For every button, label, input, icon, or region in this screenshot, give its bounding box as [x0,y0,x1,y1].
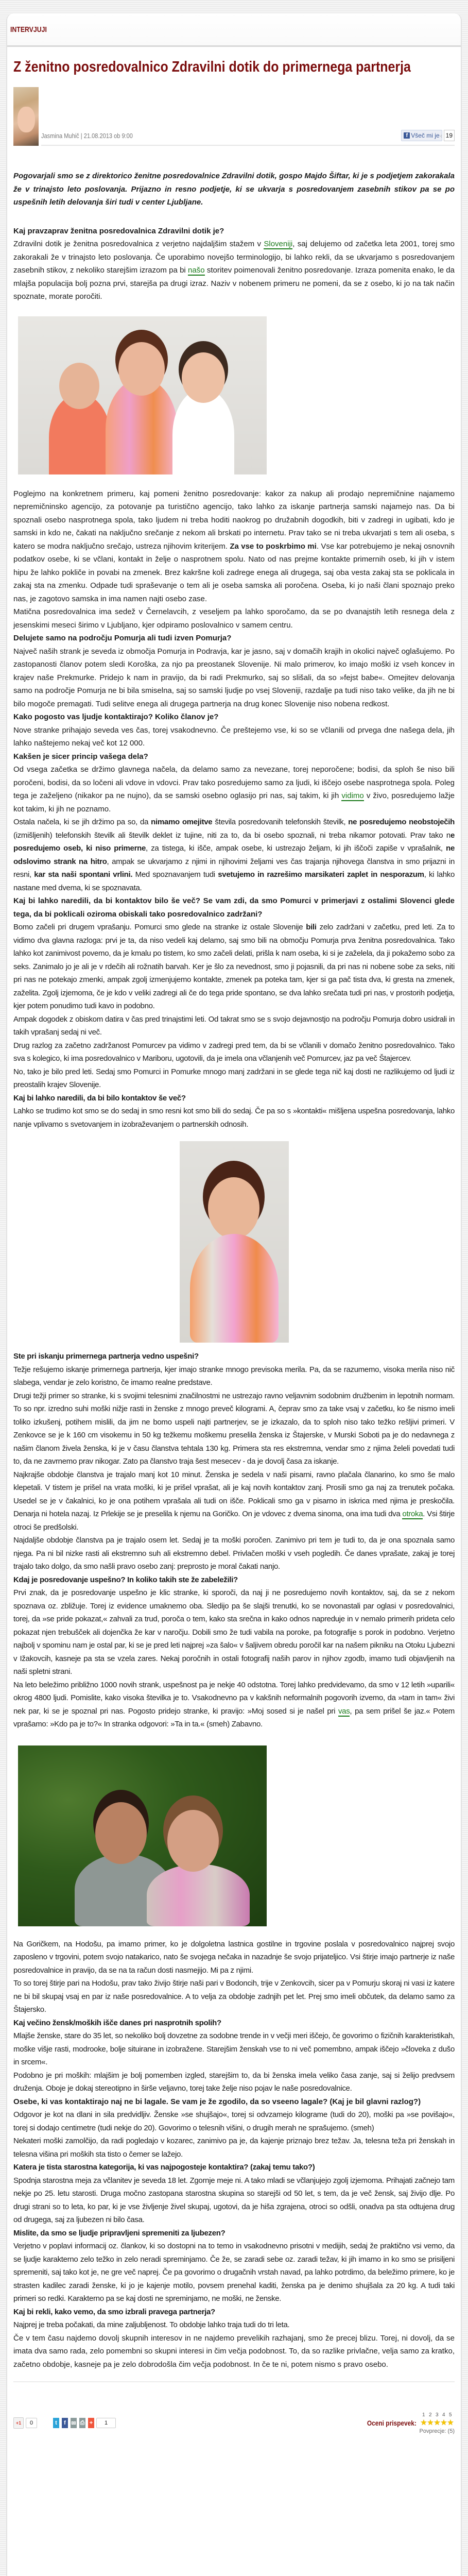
article-lead: Pogovarjali smo se z direktorico ženitne posredovalnice Zdravilni dotik, gospo Majdo Šiftar, ki je s podjetjem zakorakala že v trinajsto leto poslovanja. Prijazno in resno podjetje, ki se ukvarja s posredovanjem zasebnih stikov pa se po uspešnih letih delovanja širi tudi v center Ljubljane. [13,172,455,207]
publish-date: 21.08.2013 ob 9:00 [83,131,133,140]
bold-text: ne odslovimo strank na hitro [13,844,455,866]
text: , za tistega, ki išče, ampak osebe, ki ustrezajo željam, ki jih iščoči zapiše v vprašalnik, [146,844,446,853]
paragraph: Ampak dogodek z obiskom datira v čas pred trinajstimi leti. Od takrat smo se s svojo dejavnostjo na področju Pomurja dobro usidrali in takih vprašanj sedaj ni več. [13,1014,455,1037]
paragraph: Odgovor je kot na dlani in sila predvidljiv. Ženske »se shujšajo«, torej si odvzamejo kilograme (tudi do 20), moški pa »se povišajo«, torej si dodajo centimetre (tudi nekje do 20). Govorimo o telesnih višini, o drugih merah ne sprašujemo. (smeh) [13,2110,455,2132]
text: zelo zadržani v začetku, pred leti. Za to vidimo dva glavna razloga: prvi je ta, da niso vedeli kaj delamo, saj smo bili na območju Pomurja prva ženitna posredovalnica. Tako lahko kot zanimivost povemo, da je kmalu po tistem, ko smo začeli delati, prišla k nam oseba, ki si je zaželela, da ji pokažemo sobo za seks. Zanimalo jo je ali je v rdečih ali rožnatih barvah. Ker je šlo za nevednost, smo ji pojasnili, da pri nas ni nobene sobe za seks, niti pri nas ne potekajo zmenki, ampak zgolj izmenjujemo kontakte, zmenek pa poteka tam, kjer si ga pač tista dva, ki gresta na zmenek, zaželita. Zgolj izjemoma, če je kdo v veliki zadregi ali če do tega pride spontano, se dva lahko srečata tudi pri nas, v prostorih podjetja, kjer potem ponudimo tudi kavo in podobno. [13,923,455,1010]
text: Najkrajše obdobje članstva je trajalo manj kot 10 minut. Ženska je sedela v naši pisarni, ravno plačala članarino, ko smo še malo klepetali. V tistem je prišel na vrata moški, ki je prišel vprašat, ali je kaj novih kontaktov zanj. Prosili smo ga naj za trenutek počaka. Usedel se je v čakalnici, ko je ona potihem vprašala ali tudi on išče. Poklicali smo ga v pisarno in iskrica med njima je preskočila. Denarja ni hotela nazaj. Iz Prlekije se je preselila k njemu na Goričko. On je vdovec z dvema sinoma, ona ima tudi dva [13,1470,455,1518]
article-image-couple [18,1745,267,1926]
rating-average: Povprecje: (5) [419,2428,455,2434]
facebook-like-label: Všeč mi je [411,132,440,139]
email-share-icon[interactable]: ✉ [71,2418,77,2428]
star-icon[interactable]: ★ [440,2418,447,2427]
byline-row [41,126,455,146]
paragraph [13,921,455,1013]
bold-text: kar sta naši spontani vrlini. [34,870,133,879]
paragraph: Nekateri moški zamolčijo, da radi pogledajo v kozarec, zanimivo pa je, da kajenje priznajo brez težav. Ja, telesna teža pri ženskah in telesna višina pri moških sta tisto o čemer se lažejo. [13,2137,455,2159]
rating-number: 3 [435,2412,439,2418]
paragraph [13,487,455,606]
google-plus-count: 0 [26,2418,37,2428]
paragraph: Največ naših strank je seveda iz območja Pomurja in Podravja, kar je jasno, saj v domačih krajih in okolici največ oglašujemo. Po zastopanosti članov potem sledi Koroška, za njo pa preostanek Slovenije. Ni malo primerov, ko imajo moški iz vseh koncev in krajev naše Prekmurke. Pridejo k nam in pravijo, da bi radi Prekmurko, saj so slišali, da so »fejst babe«. Omejitev delovanja samo na področje Pomurja ne bi bila smiselna, saj so samski ljudje po vsej Sloveniji, razdalje pa tudi niso tako velike, da jih ne bi bilo mogoče premagati. Tudi selitve enega ali drugega partnerja na drug konec Slovenije niso nobena redkost. [13,647,455,708]
page-container [6,13,462,2576]
share-bar [13,2417,116,2429]
paragraph: Najdaljše obdobje članstva pa je trajalo osem let. Sedaj je ta moški poročen. Zanimivo pri tem je tudi to, da je ona spoznala samo njega. Pa ni bil nizke rasti ali ekstremno suh ali ekstremno debel. Privlačen moški v vseh pogledih. Če danes vprašate, zakaj je torej trajalo tako dolgo, da smo našli pravo osebo zanj: preprosto je moral čakati nanjo. [13,1536,455,1571]
facebook-share-icon[interactable]: f [62,2418,68,2428]
question-heading: Delujete samo na področju Pomurja ali tudi izven Pomurja? [13,634,232,642]
paragraph: Če v tem času najdemo dovolj skupnih interesov in ne najdemo prevelikih razhajanj, smo že precej blizu. Torej, ni dovolj, da se imata dva samo rada, zelo pomembni so skupni interesi in čim večja podobnost. To, da so razlike privlačne, velja samo za kratko, začetno obdobje, kasneje pa je zelo dobrodošla čim večja podobnost. In če te ni, potem nismo s pravo osebo. [13,2333,455,2369]
text: Med spoznavanjem tudi [132,870,218,879]
question-heading: Ste pri iskanju primernega partnerja vedno uspešni? [13,1352,199,1361]
text: storitev poimenovali ženitno posredovanje. Izraza pomenita enako, le da mlajša populacija bolj pozna prvi, starejša pa drugi izraz. Naziv v nobenem primeru ne pomeni, da se z osebo, ki jo na tak način spoznate, morate poročiti. [13,266,455,301]
section-label[interactable]: INTERVJUJI [10,25,47,34]
google-plus-button[interactable]: +1 [13,2417,24,2429]
paragraph [13,1468,455,1534]
paragraph: Težje rešujemo iskanje primernega partnerja, kjer imajo stranke mnogo previsoka merila. Pa, da se razumemo, visoka merila niso nič slabega, vendar je zelo koristno, če imamo realne predstave. [13,1365,455,1387]
text: (izmišljenih) telefonskih številk ali številk deklet iz tujine, niti za to, da bi osebo spoznali, ni treba nikamor potovati. Prav tako n [13,831,450,840]
rating-stars-column [420,2412,455,2434]
article-footer [13,2410,455,2436]
rating-label: Oceni prispevek: [367,2419,417,2427]
author-name: Jasmina Muhič [41,131,79,140]
question-heading: Kakšen je sicer princip vašega dela? [13,752,148,761]
text: Bomo začeli pri drugem vprašanju. Pomurci smo glede na stranke iz ostale Slovenije [13,923,306,931]
text: Poglejmo na konkretnem primeru, kaj pomeni ženitno posredovanje: kakor za nakup ali prodajo nepremičnine najamemo nepremičninsko agencijo, za potovanje pa turistično agencijo, tako lahko za iskanje partnerja samski najamejo nas. Da bi spoznali osebo nasprotnega spola, tako ljudem ni treba hoditi naokrog po družabnih dogodkih, biti v zadregi in ugibati, kdo je samski in kdo ne, čakati na naključno srečanje z nekom ali brskati po internetu. Prav tako se ni treba ukvarjati s tem ali oseba, s katero se modra naključno srečajo, ustreza njihovim kriterijem. [13,489,455,551]
twitter-share-icon[interactable]: t [53,2418,59,2428]
paragraph: To so torej štirje pari na Hodošu, prav tako živijo štirje naši pari v Bodoncih, trije v Zenkovcih, sicer pa v Pomurju skoraj ni vasi iz katere ne bi bil skupaj vsaj en par iz naše posredovalnice. A to velja za obdobje zadnjih pet let. Prej smo imeli občutek, da delamo samo za Štajersko. [13,1979,455,2014]
paragraph [13,763,455,816]
star-icon[interactable]: ★ [427,2418,434,2427]
text: , ampak se ukvarjamo z njimi in njihovimi željami ves čas trajanja njihovega članstva in smo prijazni in resni, [13,857,455,879]
paragraph: Lahko se trudimo kot smo se do sedaj in smo resni kot smo bili do sedaj. Če pa so s »kontakti« mišljena uspešna posredovanja, lahko nanje vplivamo s svetovanjem in izobraževanjem o partnerskih odnosih. [13,1107,455,1129]
bold-text: bili [306,923,317,931]
bold-text: e posredujemo oseb, ki niso primerne [13,831,455,853]
bold-text: ne posredujemo neobstoječih [348,818,455,826]
paragraph: Najprej je treba počakati, da mine zaljubljenost. To obdobje lahko traja tudi do tri leta. [13,2320,290,2329]
question-heading: Kako pogosto vas ljudje kontaktirajo? Koliko članov je? [13,713,219,721]
rating-number: 1 [422,2412,425,2418]
text: Na leto beležimo približno 1000 novih strank, uspešnost pa je nekje 40 odstotna. Torej lahko predvidevamo, da smo v 12 letih »uparili« okrog 4800 ljudi. Pomislite, kako visoka številka je to. Vsakodnevno pa v kakšnih neformalnih pogovorih izvemo, da »tam in tam« živi nek par, ki se je spoznal pri nas. Pogosto pridejo stranke, ki pravijo: »Moj sosed si je našel pri [13,1680,455,1716]
keyword-link[interactable]: vidimo [341,791,364,800]
question-heading: Kdaj je posredovanje uspešno? In koliko takih ste že zabeležili? [13,1575,238,1584]
question-heading: Kaj bi rekli, kako vemo, da smo izbrali pravega partnerja? [13,2307,215,2316]
star-icon[interactable]: ★ [420,2418,427,2427]
text: Zdravilni dotik je ženitna posredovalnica z verjetno najdaljšim stažem v [13,240,264,248]
share-buttons [50,2418,94,2428]
rating-number: 4 [442,2412,445,2418]
text: , ki lahko nastane med dvema, ki se spoznavata. [13,870,455,892]
keyword-link[interactable]: Sloveniji [264,240,293,248]
question-heading: Kaj pravzaprav ženitna posredovalnica Zdravilni dotik je? [13,226,224,235]
bold-text: Za vse to poskrbimo mi [230,541,317,551]
byline [41,132,133,140]
question-heading: Osebe, ki vas kontaktirajo naj ne bi lagale. Se vam je že zgodilo, da so vseeno lagale? (Kaj je bil glavni razlog?) [13,2097,421,2106]
bold-text: nimamo omejitve [151,818,213,826]
facebook-icon: f [404,132,410,139]
question-heading: Kaj večino žensk/moških išče danes pri nasprotnih spolih? [13,2018,221,2027]
article-image-portrait [180,1141,289,1343]
star-icon[interactable]: ★ [434,2418,441,2427]
keyword-link[interactable]: vas [338,1706,350,1716]
text: Ostala načela, ki se jih držimo pa so, da [13,818,151,826]
keyword-link[interactable]: otroka [402,1510,423,1518]
bold-text: svetujemo in razrešimo marsikateri zaplet in nesporazum [218,870,424,879]
paragraph: No, tako je bilo pred leti. Sedaj smo Pomurci in Pomurke mnogo manj zadržani in se glede tega nič kaj dosti ne razlikujemo od ljudi iz preostalih krajev Slovenije. [13,1067,455,1089]
article-meta [13,86,455,146]
question-heading: Kaj bi lahko naredili, da bi kontaktov bilo še več? Se vam zdi, da smo Pomurci v primerjavi z ostalimi Slovenci glede tega, da bi poklicali oziroma obiskali tako posredovalnico zadržani? [13,896,455,919]
question-heading: Katera je tista starostna kategorija, ki vas najpogosteje kontaktira? (zakaj temu tako?) [13,2163,315,2172]
text: . Vsi štirje otroci še predšolski. [13,1510,455,1532]
article [7,52,461,2456]
text: v živo, posredujemo lažje kot takim, ki jih ne poznamo. [13,791,455,814]
text: , pa sem prišel še jaz.« Potem vprašamo: »Kdo pa je to?« In stranka odgovori: »Ta in ta.« (smeh) Zabavno. [13,1706,455,1728]
paragraph: Podobno je pri moških: mlajšim je bolj pomemben izgled, starejšim to, da bi ženska imela veliko časa zanje, saj si želijo predvsem druženja. Oboje je dokaj stereotipno in širše veljavno, torej take želje niso pojav le naše posredovalnice. [13,2071,455,2093]
article-image-group-photo [18,316,267,474]
rating-stars [420,2418,454,2427]
facebook-like-widget [401,130,455,141]
star-icon[interactable]: ★ [447,2418,454,2427]
paragraph: Spodnja starostna meja za včlanitev je seveda 18 let. Zgornje meje ni. A tako mladi se včlanjujejo zgolj izjemoma. Prihajati začnejo tam nekje po 25. letu starosti. Druga močno zastopana starostna skupina so starejši od 50 let, s tem, da je več žensk, saj živijo dlje. Po drugi strani so to leta, ko par, ki je vse življenje živel skupaj, ugotovi, da je hiša zgrajena, otroci so odšli, onadva pa sta odtujena drug od drugega, saj za ljubezen ni bilo časa. [13,2176,455,2224]
question-heading: Mislite, da smo se ljudje pripravljeni spremeniti za ljubezen? [13,2228,226,2238]
divider [13,2381,455,2382]
share-count: 1 [96,2418,116,2428]
paragraph: Drug razlog za začetno zadržanost Pomurcev pa vidimo v zadregi pred tem, da bi se včlanili v domačo ženitno posredovalnico. Tako sva s kolegico, ki ima posredovalnico v Mariboru, ugotovili, da je imela ona včlanjenih več Pomurcev, jaz pa več Štajercev. [13,1041,455,1063]
paragraph: Na Goričkem, na Hodošu, pa imamo primer, ko je dolgoletna lastnica gostilne in trgovine poslala v posredovalnico najprej svojo zaposleno v trgovini, potem svojo natakarico, nato še svojega nečaka in nazadnje še svojo prijateljico. Vsi štirje imajo partnerje iz naše posredovalnice in pravijo, da se na ta račun dosti nasmejijo. Mi pa z njimi. [13,1939,455,1975]
article-title: Z ženitno posredovalnico Zdravilni dotik do primernega partnerja [13,59,411,75]
text: Od vsega začetka se držimo glavnega načela, da delamo samo za nevezane, torej neporočene; bodisi, da sploh še niso bili poročeni, bodisi, da so ločeni ali vdove in vdovci. Prav tako posredujemo samo za ljudi, ki iščejo osebe nasprotnega spola. Poleg tega je zaželjeno (nikakor pa ne nujno), da se samski osebno oglasijo pri nas, saj takim, ki jih [13,765,455,800]
paragraph [13,238,455,303]
rating-widget [358,2412,455,2434]
author-photo [13,87,39,146]
text: . Vse kar potrebujemo je nekaj osnovnih podatkov osebe, ki se včlani, kontakt in želje o nasprotnem spolu. Nato od nas prejme kontakte primernih oseb, ki jih v istem hipu že lahko pokliče in povabi na zmenek. Brez kakršne koli zadrege enega ali drugega, saj oba vesta zakaj sta se poklicala in zakaj sta na zmenku. Odpade tudi spraševanje o tem ali je oseba samska ali poročena. Oseba, ki jo naši člani spoznajo preko nas, je zagotovo samska in ima namen najti osebo zase. [13,541,455,603]
print-share-icon[interactable]: ⎙ [79,2418,85,2428]
rating-numbers [421,2412,453,2418]
paragraph: Matična posredovalnica ima sedež v Černelavcih, z veseljem pa lahko sporočamo, da se po dvanajstih letih resnega dela z jesenskimi meseci širimo v Ljubljano, kjer odpiramo poslovalnico v samem centru. [13,607,455,630]
more-share-icon[interactable]: + [88,2418,94,2428]
paragraph [13,1679,455,1731]
text: , saj delujemo od začetka leta 2001, torej smo zakorakali že v trinajsto leto poslovanja. Če uporabimo novejšo terminologijo, bi lahko rekli, da se ukvarjamo s posredovanjem zasebnih stikov, z nekoliko starejšim izrazom pa bi [13,240,455,275]
facebook-like-button[interactable] [401,130,442,141]
paragraph: Nove stranke prihajajo seveda ves čas, torej vsakodnevno. Če preštejemo vse, ki so se včlanili od prvega dne našega dela, jih lahko naštejemo nekaj več kot 12 000. [13,725,455,748]
text: števila posredovanih telefonskih številk, [212,818,349,826]
keyword-link[interactable]: našo [188,266,205,275]
section-header [7,13,461,47]
paragraph: Prvi znak, da je posredovanje uspešno je klic stranke, ki sporoči, da naj ji ne posredujemo novih kontaktov, saj, da se z nekom spoznava oz. zbližuje. Torej iz evidence umaknemo oba. Sledijo pa še slajši trenutki, ko se novonastali par oglasi v posredovalnici, torej, da »se pride pokazat,« zahvali za trud, poroča o tem, kako sta srečna in kako odnos napreduje in v nemalo primerih prideta celo pokazat njen trebušček ali dojenčka že kar v naročju. Dobili smo že tudi vabila na poroke, pa fotografije s porok in podobno. Verjetno najbolj v spominu nam je ostal par, ki se je pred leti najprej »za šalo« v šaljivem obredu poročil kar na našem pikniku na Otoku Ljubezni v Ižakovcih, kasneje pa sta se vzela zares. Nekaj poročnih in ostali fotografij naših parov in njihov zgodb, imamo tudi objavljenih na naši spletni strani. [13,1588,455,1676]
facebook-like-count: ‹ 19 [444,130,455,141]
paragraph: Mlajše ženske, stare do 35 let, so nekoliko bolj dovzetne za sodobne trende in v večji meri iščejo, če govorimo o fizičnih karakteristikah, moške višje rasti, modrooke, bolje situirane in izobražene. Starejšim ženskah vse to ni več pomembno, ampak iščejo »človeka z dušo in srcem«. [13,2031,455,2066]
question-heading: Kaj bi lahko naredili, da bi bilo kontaktov še več? [13,1093,186,1103]
rating-number: 2 [428,2412,432,2418]
paragraph: Drugi težji primer so stranke, ki s svojimi telesnimi značilnostmi ne ustrezajo ravno veljavnim sodobnim družbenim in lepotnih normam. To so npr. izredno suhi moški nižje rasti in ženske z mnogo preveč kilogrami. A, čeprav smo za take vsaj v začetku, ko še nismo imeli toliko izkušenj, potihem mislili, da jim ne bomo uspeli najti partnerjev, se je izkazalo, da to sploh niso tako težko rešljivi primeri. V Zenkovce se je k 160 cm visokemu in 50 kg težkemu moškemu preselila ženska iz Štajerske, v Murski Soboti pa je do nedavnega z našim članom živela ženska, ki je v času članstva tehtala 130 kg. Primera sta res ekstremna, vendar smo z njima želeli povedati tudi to, da ne zavrnemo prav nikogar. Zato pa članstvo traja šest mesecev - da je dovolj časa za iskanje. [13,1391,455,1466]
paragraph: Verjetno v poplavi informacij oz. člankov, ki so dostopni na to temo in vsakodnevno prisotni v medijih, sedaj že praktično vsi vemo, da se ljudje karakterno zelo težko in zelo neradi spreminjamo. Če že, se zaradi sebe oz. zaradi težav, ki jih imamo in ko smo se prisiljeni spremeniti, saj tako kot je, ne gre več naprej. Če pa govorimo o drugačnih vrstah navad, pa lahko potrdimo, da beležimo primere, ko je strasten kadilec zaradi ženske, ki jo je kajenje motilo, povsem prenehal kaditi, ženska pa je denimo shujšala za 20 kg. A tudi taki primeri so redki. Karakterno pa se kaj dosti ne spreminjamo, ne moški, ne ženske. [13,2242,455,2303]
paragraph [13,816,455,894]
byline-separator: | [79,131,84,140]
rating-number: 5 [448,2412,452,2418]
